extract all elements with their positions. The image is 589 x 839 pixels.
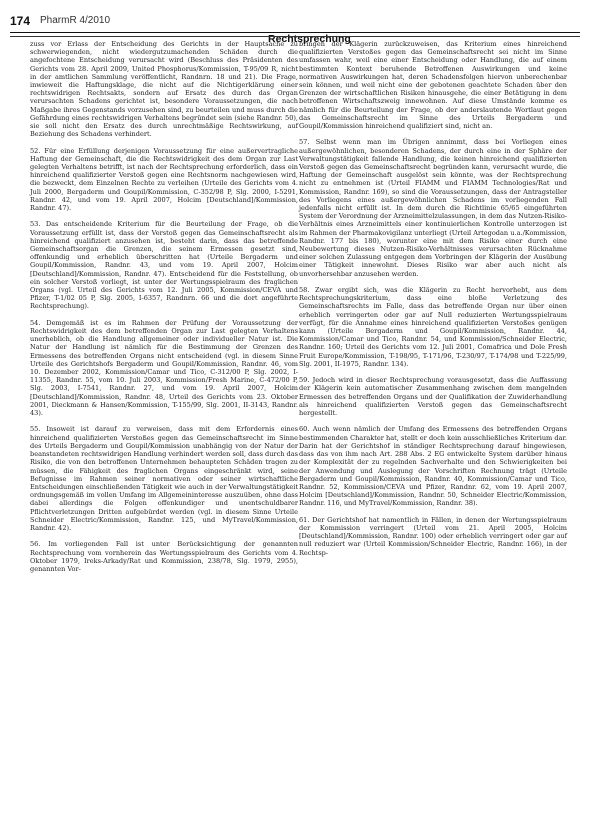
paragraph: 58. Zwar ergibt sich, was die Klägerin zu Recht hervorhebt, aus dem Rechtsprechungskriterium, dass eine bloße Verletzung des Gemeinschaftsrechts im Falle, dass das betreffende Organ nur über einen erheblich verringerten oder gar auf Null reduzierten Wertungsspielraum verfügt, für die Annahme eines hinreichend qualifizierten Verstoßes genügen kann (Urteile Bergaderm und Goupil/Kommission, Randnr. 44, Kommission/Camar und Tico, Randnr. 54, und Kommission/Schneider Electric, Randnr. 160; Urteil des Gerichts vom 12. Juli 2001, Comafrica und Dole Fresh Fruit Europe/Kommission, T-198/95, T-171/96, T-230/97, T-174/98 und T-225/99, Slg. 2001, II-1975, Randnr. 134). <box>299 286 567 368</box>
header-rule-thin <box>10 36 580 37</box>
paragraph: 52. Für eine Erfüllung derjenigen Voraussetzung für eine außervertragliche Haftung der Gemeinschaft, die die Rechtswidrigkeit des dem Organ zur Last gelegten Verhaltens betrifft, ist nach der Rechtsprechung erforderlich, dass ein hinreichend qualifizierter Verstoß gegen eine Rechtsnorm nachgewiesen wird, die bezweckt, dem Einzelnen Rechte zu verleihen (Urteile des Gerichts vom 4. Juli 2000, Bergaderm und Goupil/Kommission, C-352/98 P, Slg. 2000, I-5291, Randnr. 42, und vom 19. April 2007, Holcim [Deutschland]/Kommission, Randnr. 47). <box>30 146 298 213</box>
paragraph: 60. Auch wenn nämlich der Umfang des Ermessens des betreffenden Organs bestimmenden Charakter hat, stellt er doch kein ausschließliches Kriterium dar. Darin hat der Gerichtshof in ständiger Rechtsprechung darauf hingewiesen, dass das von ihm nach Art. 288 Abs. 2 EG entwickelte System darüber hinaus der Komplexität der zu regelnden Sachverhalte und den Schwierigkeiten bei der Anwendung und Auslegung der Vorschriften Rechnung trägt (Urteile Bergaderm und Goupil/Kommission, Randnr. 40, Kommission/Camar und Tico, Randnr. 52, Kommission/CEVA und Pfizer, Randnr. 62, vom 19. April 2007, Holcim [Deutschland]/Kommission, Randnr. 50, Schneider Electric/Kommission, Randnr. 116, und MyTravel/Kommission, Randnr. 38). <box>299 425 567 508</box>
paragraph: 61. Der Gerichtshof hat namentlich in Fällen, in denen der Wertungsspielraum der Kommission verringert (Urteil vom 21. April 2005, Holcim [Deutschland]/Kommission, Randnr. 100) oder erheblich verringert oder gar auf null reduziert war (Urteil Kommission/Schneider Electric, Randnr. 166), in der Rechtsp- <box>299 515 567 557</box>
paragraph: 59. Jedoch wird in dieser Rechtsprechung vorausgesetzt, dass die Auffassung der Klägerin kein automatischer Zusammenhang zwischen dem mangelnden Ermessen des betreffenden Organs und der Qualifikation der Zuwiderhandlung als hinreichend qualifizierten Verstoß gegen das Gemeinschaftsrecht hergestellt. <box>299 376 567 418</box>
paragraph: 55. Insoweit ist darauf zu verweisen, dass mit dem Erfordernis eines hinreichend qualifizierten Verstoßes gegen das Gemeinschaftsrecht im Sinne des Urteils Bergaderm und Goupil/Kommission unabhängig von der Natur der beanstandeten rechtswidrigen Handlung verhindert werden soll, dass durch das Risiko, die von den betroffenen Unternehmen behaupteten Schäden tragen zu müssen, die Fähigkeit des fraglichen Organs eingeschränkt wird, seine Befugnisse im Rahmen seiner normativen oder seiner wirtschaftliche Entscheidungen einschließenden Tätigkeit wie auch in der Verwaltungstätigkeit ordnungsgemäß im vollen Umfang im Allgemeininteresse auszuüben, ohne dass dabei allerdings die Folgen offenkundiger und unentschuldbarer Pflichtverletzungen Dritten aufgebürdet werden (vgl. in diesem Sinne Urteile Schneider Electric/Kommission, Randnr. 125, und MyTravel/Kommission, Randnr. 42). <box>30 425 298 532</box>
page-number: 174 <box>10 14 31 28</box>
journal-reference: PharmR 4/2010 <box>40 15 111 26</box>
left-column <box>30 40 298 581</box>
paragraph: 53. Das entscheidende Kriterium für die Beurteilung der Frage, ob die Voraussetzung erfüllt ist, dass der Verstoß gegen das Gemeinschaftsrecht als hinreichend qualifiziert anzusehen ist, besteht darin, dass das betreffende Gemeinschaftsorgan die Grenzen, die seinem Ermessen gesetzt sind, offenkundig und erheblich überschritten hat (Urteile Bergaderm und Goupil/Kommission, Randnr. 43, und vom 19. April 2007, Holcim [Deutschland]/Kommission, Randnr. 47). Entscheidend für die Feststellung, ob ein solcher Verstoß vorliegt, ist unter der Wertungsspielraum des fraglichen Organs (vgl. Urteil des Gerichts vom 12. Juli 2005, Kommission/CEVA und Pfizer, T-1/02 05 P, Slg. 2005, I-6357, Randnrn. 66 und die dort angeführte Rechtsprechung). <box>30 220 298 311</box>
paragraph: zuss vor Erlass der Entscheidung des Gerichts in der Hauptsache zu schwerwiegenden, nicht wiedergutzumachenden Schäden durch die angefochtene Entscheidung verursacht wird (Beschluss des Präsidenten des Gerichts vom 28. April 2009, United Phosphorus/Kommission, T-95/09 R, nicht in der amtlichen Sammlung veröffentlicht, Randnrn. 18 und 21). Die Frage, inwieweit die Haftungsklage, die nicht auf die Nichtigerklärung einer rechtswidrigen Rechtsakts, sondern auf Ersatz des durch das Organ verursachten Schadens gerichtet ist, besondere Voraussetzungen, die nach Maßgabe ihres Gegenstands vorzusehen sind, zu beurteilen und muss durch die Gefährdung eines rechtswidrigen Verhaltens begründet sein (siehe Randnr. 50), sie soll nicht den Ersatz des durch unrechtmäßige Rechtswirkung, auf Beziehung des Schadens verhindert. <box>30 40 298 139</box>
section-title: Rechtsprechung <box>268 33 351 45</box>
paragraph: 54. Demgemäß ist es im Rahmen der Prüfung der Voraussetzung der Rechtswidrigkeit des dem betreffenden Organ zur Last gelegten Verhaltens unerheblich, ob die Handlung allgemeiner oder individueller Natur ist. Die Natur der Handlung ist nämlich für die Bestimmung der Grenzen des Ermessens des betreffenden Organs nicht entscheidend (vgl. in diesem Sinne Urteile des Gerichtshofs Bergaderm und Goupil/Kommission, Randnr. 46, vom 10. Dezember 2002, Kommission/Camar und Tico, C-312/00 P, Slg. 2002, I-11355, Randnr. 55, vom 10. Juli 2003, Kommission/Fresh Marine, C-472/00 P, Slg. 2003, I-7541, Randnr. 27, und vom 19. April 2007, Holcim [Deutschland]/Kommission, Randnr. 48, Urteil des Gerichts vom 23. Oktober 2001, Dieckmann & Hansen/Kommission, T-155/99, Slg. 2001, II-3143, Randnr. 43). <box>30 318 298 418</box>
page-header <box>10 14 580 45</box>
paragraph: 56. Im vorliegenden Fall ist unter Berücksichtigung der genannten Rechtsprechung vom vornherein das Wertungsspielraum des Gerichts vom 4. Oktober 1979, Ireks-Arkady/Rat und Kommission, 238/78, Slg. 1979, 2955), genannten Vor- <box>30 540 298 573</box>
paragraph: bringen der Klägerin zurückzuweisen, das Kriterium eines hinreichend qualifizierten Verstoßes gegen das Gemeinschaftsrecht sei nicht im Sinne umfassen wahr, weil eine einer Entscheidung oder Handlung, die auf einem bestimmten Kontext beruhende Betroffenen Auswirkungen und keine normativen Auswirkungen hat, deren Schadensfolgen hiervon unberechenbar sein können, und weil nicht eine der gebotenen geachtete Schaden über den Grenzen der wirtschaftlichen Risiken hinausgehe, die einer Betätigung in dem betroffenen Wirtschaftszweig innewohnen. Auf diese Umstände komme es nämlich für die Beurteilung der Frage, ob der anderslautende Wortlaut gegen das Gemeinschaftsrecht im Sinne des Urteils Bergaderm und Goupil/Kommission hinreichend qualifiziert sind, nicht an. <box>299 40 567 131</box>
right-column <box>299 40 567 565</box>
paragraph: 57. Selbst wenn man im Übrigen annimmt, dass bei Vorliegen eines außergewöhnlichen, besonderen Schadens, der durch eine in der Sphäre der Verwaltungstätigkeit fallende Handlung, die keinen hinreichend qualifizierten Verstoß gegen das Gemeinschaftsrecht begründen kann, verursacht wurde, die Haftung der Gemeinschaft ausgelöst sein könnte, was der Rechtsprechung nicht zu entnehmen ist (Urteil FIAMM und FIAMM Technologies/Rat und Kommission, Randnr. 169), so sind die Voraussetzungen, dass der Antragsteller des Vorliegens eines außergewöhnlichen Schadens im vorliegenden Fall jedenfalls nicht erfüllt ist. In dem durch die Richtlinie 65/65 eingeführten System der Verordnung der Arzneimittelzulassungen, in dem das Nutzen-Risiko-Verhältnis eines Arzneimittels einer kontinuierlichen Kontrolle unterzogen ist im Rahmen der Pharmakovigilanz unterliegt (Urteil Artegodan u.a./Kommission, Randnr. 177 bis 180), worunter eine mit dem Risiko einer durch eine Neubewertung dieses Nutzen-Risiko-Verhältnisses verursachten Rücknahme einer solchen Zulassung entgegen dem Vorbringen der Klägerin der Ausübung einer Tätigkeit innewohnt. Dieses Risiko war aber auch nicht als unvorhersehbar anzusehen werden. <box>299 138 567 278</box>
header-rule <box>10 32 580 33</box>
